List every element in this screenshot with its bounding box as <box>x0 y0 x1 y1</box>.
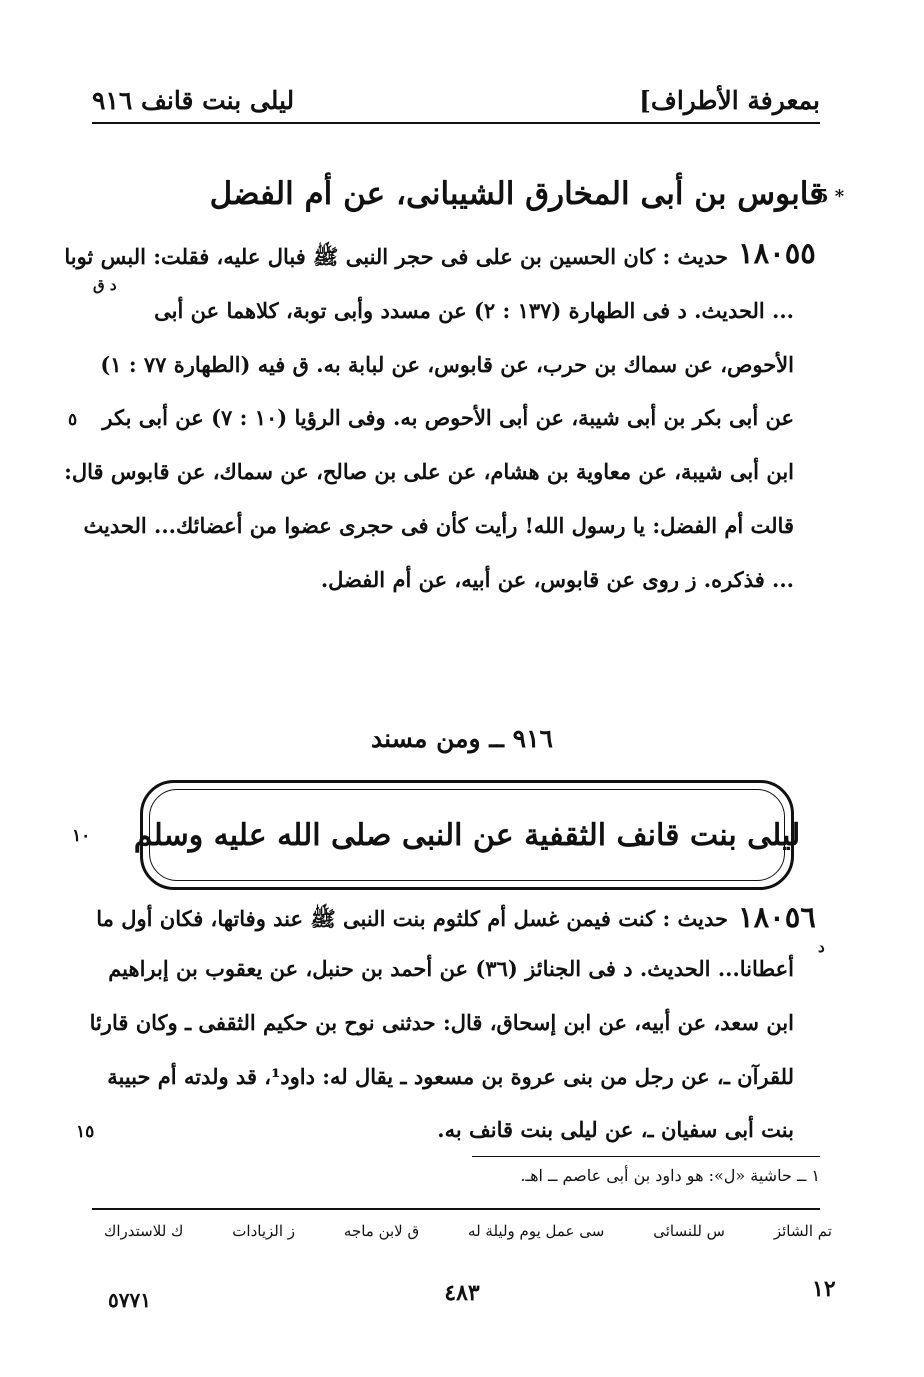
text-line: ... الحديث. د فى الطهارة (١٣٧ : ٢) عن مسدد وأبى توبة، كلاهما عن أبى <box>154 298 794 323</box>
margin-abbreviation: د ق <box>93 276 117 294</box>
musnad-title-box <box>133 780 801 890</box>
abbreviation-item: ز الزيادات <box>232 1222 296 1240</box>
sequence-number: ٥٧٧١ <box>108 1288 151 1312</box>
text-line: حديث : كان الحسين بن على فى حجر النبى ﷺ فبال عليه، فقلت: البس ثوبا <box>64 244 728 269</box>
musnad-heading: ٩١٦ ــ ومن مسند <box>371 724 553 753</box>
text-line: حديث : كنت فيمن غسل أم كلثوم بنت النبى ﷺ عند وفاتها، فكان أول ما <box>96 906 728 931</box>
header-rule <box>92 122 820 124</box>
running-header-right: بمعرفة الأطراف] <box>639 86 820 115</box>
abbreviation-rule <box>92 1208 820 1210</box>
line-number-15: ١٥ <box>76 1122 95 1142</box>
text-line: ... فذكره. ز روى عن قابوس، عن أبيه، عن أم الفضل. <box>320 567 794 592</box>
footnote: ١ ــ حاشية «ل»: هو داود بن أبى عاصم ــ اهـ. <box>520 1166 820 1185</box>
musnad-title: ليلى بنت قانف الثقفية عن النبى صلى الله عليه وسلم <box>133 817 801 853</box>
abbreviation-item: ك للاستدراك <box>104 1222 184 1240</box>
text-line: عن أبى بكر بن أبى شيبة، عن أبى الأحوص به. وفى الرؤيا (١٠ : ٧) عن أبى بكر <box>102 405 794 430</box>
running-header-left: ليلى بنت قانف ٩١٦ <box>92 86 295 115</box>
page-number: ٤٨٣ <box>444 1280 480 1306</box>
hadith-number: ١٨٠٥٦ <box>738 900 816 934</box>
abbreviation-item: س للنسائى <box>653 1222 725 1240</box>
text-line: ابن أبى شيبة، عن معاوية بن هشام، عن على بن صالح، عن سماك، عن قابوس قال: <box>64 459 794 484</box>
margin-abbreviation: د <box>818 938 825 956</box>
volume-number: ١٢ <box>812 1276 836 1302</box>
entry-marker: 5 * <box>816 186 845 207</box>
abbreviation-item: سى عمل يوم وليلة له <box>468 1222 605 1240</box>
abbreviation-key <box>104 1222 832 1240</box>
text-line: الأحوص، عن سماك بن حرب، عن قابوس، عن لبابة به. ق فيه (الطهارة ٧٧ : ١) <box>100 352 794 377</box>
text-line: ابن سعد، عن أبيه، عن ابن إسحاق، قال: حدثنى نوح بن حكيم الثقفى ـ وكان قارئا <box>89 1010 794 1035</box>
line-number-10: ١٠ <box>72 826 91 846</box>
hadith-number: ١٨٠٥٥ <box>738 236 816 270</box>
footnote-rule <box>472 1156 820 1157</box>
text-line: للقرآن ـ، عن رجل من بنى عروة بن مسعود ـ يقال له: داود¹، قد ولدته أم حبيبة <box>107 1064 794 1089</box>
text-line: بنت أبى سفيان ـ، عن ليلى بنت قانف به. <box>437 1117 794 1142</box>
abbreviation-item: تم الشائز <box>773 1222 832 1240</box>
section-title: قابوس بن أبى المخارق الشيبانى، عن أم الفضل <box>209 176 824 212</box>
abbreviation-item: ق لابن ماجه <box>343 1222 420 1240</box>
text-line: قالت أم الفضل: يا رسول الله! رأيت كأن فى حجرى عضوا من أعضائك... الحديث <box>83 513 794 538</box>
line-number-5: ٥ <box>68 410 78 430</box>
text-line: أعطانا... الحديث. د فى الجنائز (٣٦) عن أحمد بن حنبل، عن يعقوب بن إبراهيم <box>108 956 794 981</box>
